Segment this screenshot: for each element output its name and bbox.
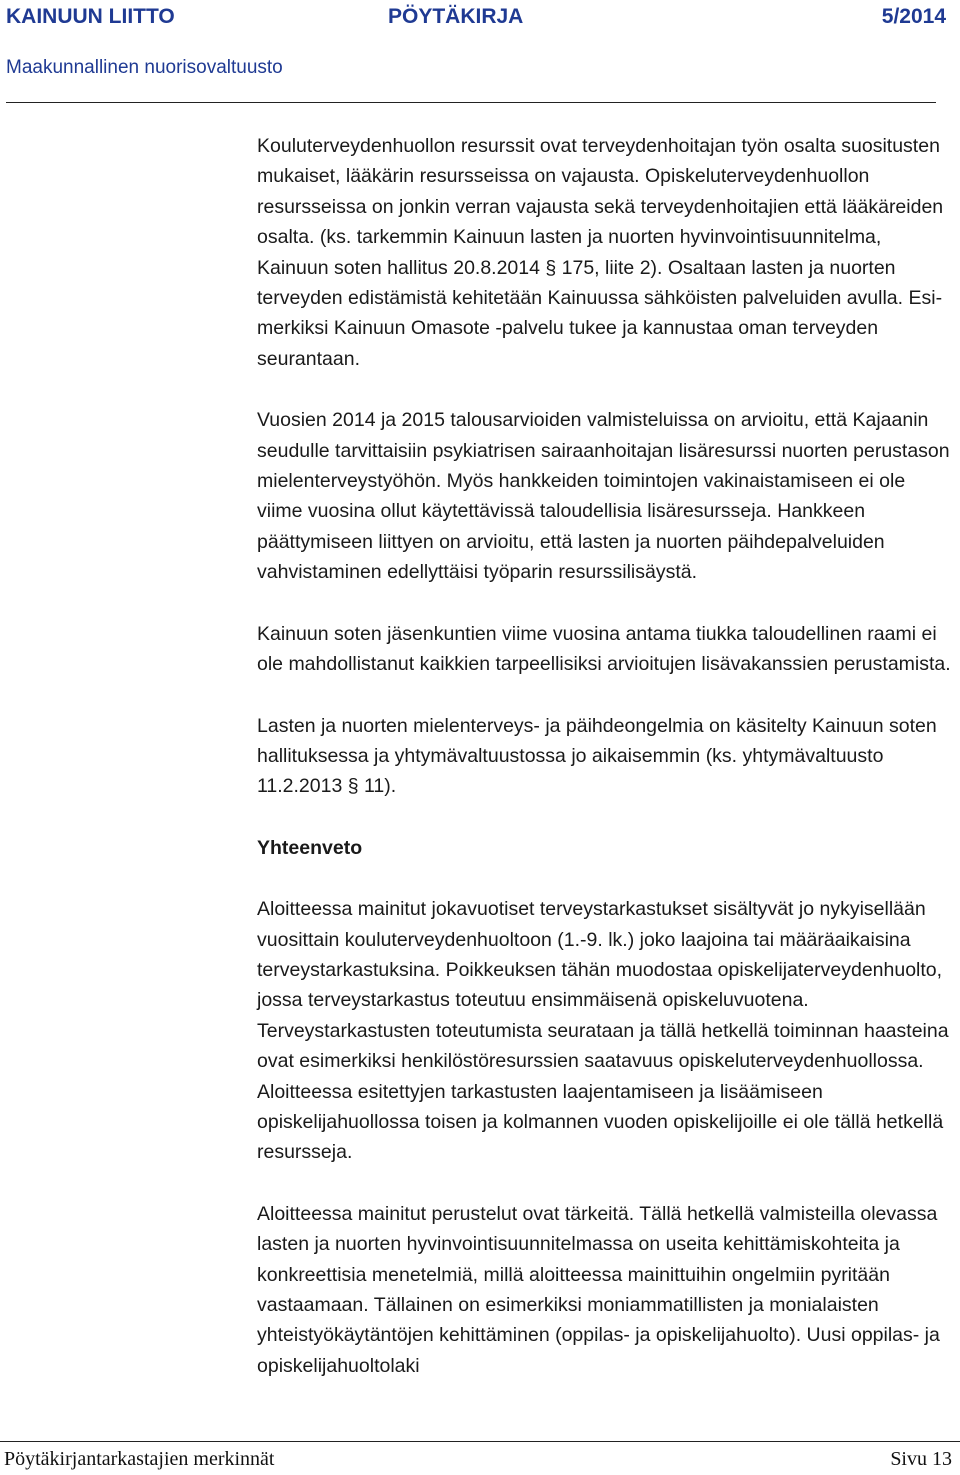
paragraph-resources: Kouluterveydenhuollon resurssit ovat terveydenhoitajan työn osalta suositusten mukaiset, lääkärin resursseissa on vajausta. Opiskeluterveydenhuollon resursseissa on jonkin verran vajausta sekä terveydenhoitajien että lääkäreiden osalta. (ks. tarkemmin Kainuun lasten ja nuorten hyvinvointisuunnitelma, Kainuun soten hallitus 20.8.2014 § 175, liite 2). Osaltaan lasten ja nuorten terveyden edistämistä kehitetään Kainuussa sähköisten palveluiden avulla. Esimerkiksi Kainuun Omasote -palvelu tukee ja kannustaa oman terveyden seurantaan. [257,135,944,370]
body-name: Maakunnallinen nuorisovaltuusto [6,57,283,78]
summary-paragraph-checkups: Aloitteessa mainitut jokavuotiset terveystarkastukset sisältyvät jo nykyisellään vuosittain kouluterveydenhuoltoon (1.-9. lk.) joko laajoina tai määräaikaisina terveystarkastuksina. Poikkeuksen tähän muodostaa opiskelijaterveydenhuolto, jossa terveystarkastus toteutuu ensimmäisenä opiskeluvuotena. Terveystarkastusten toteutumista seurataan ja tällä hetkellä toiminnan haasteina ovat esimerkiksi henkilöstöresurssien saatavuus opiskeluterveydenhuollossa. Aloitteessa esitettyjen tarkastusten laajentamiseen ja lisäämiseen opiskelijahuollossa toisen ja kolmannen vuoden opiskelijoille ei ole tällä hetkellä resursseja. [257,898,949,1164]
document-body [257,131,951,1412]
document-type: PÖYTÄKIRJA [388,5,524,28]
paragraph-mental-health: Lasten ja nuorten mielenterveys- ja päihdeongelmia on käsitelty Kainuun soten hallituksessa ja yhtymävaltuustossa jo aikaisemmin (ks. yhtymävaltuusto 11.2.2013 § 11). [257,714,937,798]
section-heading-summary: Yhteenveto [257,836,363,859]
header-divider [6,102,936,103]
header-row [6,5,946,35]
summary-paragraph-rationale: Aloitteessa mainitut perustelut ovat tärkeitä. Tällä hetkellä valmisteilla olevassa lasten ja nuorten hyvinvointisuunnitelmassa on useita kehittämiskohteita ja konkreettisia menetelmiä, millä aloitteessa mainittuihin ongelmiin pyritään vastaamaan. Tällainen on esimerkiksi moniammatillisten ja monialaisten yhteistyökäytäntöjen kehittäminen (oppilas- ja opiskelijahuolto). Uusi oppilas- ja opiskelijahuoltolaki [257,1202,940,1377]
paragraph-municipalities: Kainuun soten jäsenkuntien viime vuosina antama tiukka taloudellinen raami ei ole mahdollistanut kaikkien tarpeellisiksi arvioitujen lisävakanssien perustamista. [257,622,951,676]
page-number: Sivu 13 [890,1448,952,1470]
document-number: 5/2014 [881,5,946,28]
footer-reviewer-notes: Pöytäkirjantarkastajien merkinnät [4,1448,275,1470]
paragraph-budget: Vuosien 2014 ja 2015 talousarvioiden valmisteluissa on arvioitu, että Kajaanin seudulle tarvittaisiin psykiatrisen sairaanhoitajan lisäresurssi nuorten perustason mielenterveystyöhön. Myös hankkeiden toimintojen vakinaistamiseen ei ole viime vuosina ollut käytettävissä taloudellisia lisäresursseja. Hankkeen päättymiseen liittyen on arvioitu, että lasten ja nuorten päihdepalveluiden vahvistaminen edellyttäisi työparin resurssilisäystä. [257,409,950,584]
organization-name: KAINUUN LIITTO [6,5,175,28]
footer-divider [0,1441,960,1442]
page-footer [4,1448,952,1472]
